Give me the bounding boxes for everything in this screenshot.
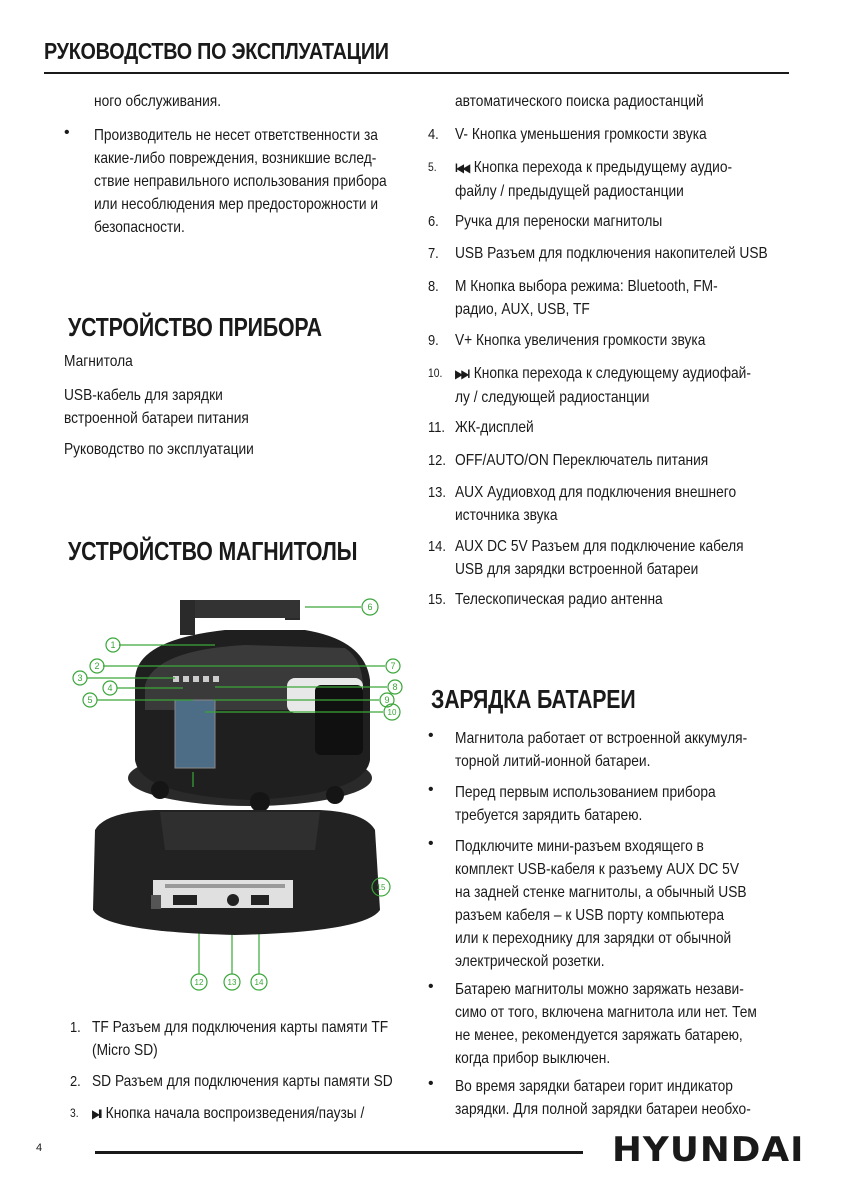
text-line: когда прибор выключен. bbox=[455, 1050, 611, 1067]
text-line: электрической розетки. bbox=[455, 953, 605, 970]
text-line: источника звука bbox=[455, 507, 558, 524]
header-rule bbox=[44, 72, 789, 74]
text-line: (Micro SD) bbox=[92, 1042, 158, 1059]
text-line: OFF/AUTO/ON Переключатель питания bbox=[455, 452, 709, 469]
next-track-icon: ▶▶I bbox=[455, 367, 469, 381]
text-line: M Кнопка выбора режима: Bluetooth, FM- bbox=[455, 278, 718, 295]
bullet-icon: • bbox=[428, 727, 434, 744]
callout-12: 12 bbox=[194, 978, 204, 987]
text-line: ствие неправильного использования прибора bbox=[94, 173, 387, 190]
back-view bbox=[93, 810, 380, 935]
bullet-icon: • bbox=[428, 781, 434, 798]
front-view bbox=[128, 600, 372, 812]
text-line: SD Разъем для подключения карты памяти SD bbox=[92, 1073, 393, 1090]
text-line: Батарею магнитолы можно заряжать незави- bbox=[455, 981, 744, 998]
package-item bbox=[64, 384, 249, 430]
text-line: или несоблюдения мер предосторожности и bbox=[94, 196, 379, 213]
charge-section-title: ЗАРЯДКА БАТАРЕИ bbox=[431, 684, 636, 714]
text-line: Подключите мини-разъем входящего в bbox=[455, 838, 704, 855]
text-line: файлу / предыдущей радиостанции bbox=[455, 183, 684, 200]
item-number: 11. bbox=[428, 419, 445, 436]
text-line: на задней стенке магнитолы, а обычный USB bbox=[455, 884, 747, 901]
text-line: Кнопка перехода к предыдущему аудио- bbox=[473, 159, 733, 176]
text-line: радио, AUX, USB, TF bbox=[455, 301, 590, 318]
package-item: Магнитола bbox=[64, 353, 133, 370]
item-number: 7. bbox=[428, 245, 439, 262]
item-number: 8. bbox=[428, 278, 439, 295]
text-line: Ручка для переноски магнитолы bbox=[455, 213, 663, 230]
brand-logo: HYUNDAI bbox=[612, 1130, 805, 1170]
text-line: USB Разъем для подключения накопителей USB bbox=[455, 245, 768, 262]
callout-8: 8 bbox=[392, 682, 398, 692]
callout-7: 7 bbox=[390, 661, 396, 671]
text-line: USB-кабель для зарядки bbox=[64, 387, 223, 404]
callout-5: 5 bbox=[87, 695, 93, 705]
text-line: или к переходнику для зарядки от обычной bbox=[455, 930, 732, 947]
page-number: 4 bbox=[36, 1142, 43, 1154]
text-line: AUX Аудиовход для подключения внешнего bbox=[455, 484, 737, 501]
text-line: какие-либо повреждения, возникшие вслед- bbox=[94, 150, 377, 167]
disclaimer-text bbox=[94, 124, 387, 239]
callout-15: 15 bbox=[376, 883, 386, 892]
text-line: зарядки. Для полной зарядки батареи необхо- bbox=[455, 1101, 751, 1118]
text-line: Кнопка начала воспроизведения/паузы / bbox=[105, 1105, 365, 1122]
text-line: лу / следующей радиостанции bbox=[455, 389, 650, 406]
callout-3: 3 bbox=[77, 673, 83, 683]
text-line: встроенной батареи питания bbox=[64, 410, 249, 427]
continued-line: автоматического поиска радиостанций bbox=[455, 93, 704, 110]
package-item: Руководство по эксплуатации bbox=[64, 441, 254, 458]
package-section-title: УСТРОЙСТВО ПРИБОРА bbox=[68, 312, 322, 342]
bullet-icon: • bbox=[428, 978, 434, 995]
callout-9: 9 bbox=[384, 695, 390, 705]
item-number: 4. bbox=[428, 126, 439, 143]
bullet-icon: • bbox=[428, 835, 434, 852]
item-number: 5. bbox=[428, 160, 437, 174]
text-line: Перед первым использованием прибора bbox=[455, 784, 716, 801]
text-line: V+ Кнопка увеличения громкости звука bbox=[455, 332, 706, 349]
item-number: 13. bbox=[428, 484, 446, 501]
item-number: 12. bbox=[428, 452, 446, 469]
page-header-title: РУКОВОДСТВО ПО ЭКСПЛУАТАЦИИ bbox=[44, 38, 389, 64]
callout-13: 13 bbox=[227, 978, 237, 987]
device-diagram bbox=[65, 590, 410, 1010]
text-line: торной литий-ионной батареи. bbox=[455, 753, 651, 770]
item-number: 15. bbox=[428, 591, 446, 608]
text-line: комплект USB-кабеля к разъему AUX DC 5V bbox=[455, 861, 740, 878]
callout-2: 2 bbox=[94, 661, 100, 671]
item-number: 6. bbox=[428, 213, 439, 230]
text-line: разъем кабеля – к USB порту компьютера bbox=[455, 907, 724, 924]
bullet-icon: • bbox=[64, 124, 70, 141]
footer-rule bbox=[95, 1151, 583, 1154]
text-line: не менее, рекомендуется заряжать батарею, bbox=[455, 1027, 743, 1044]
previous-track-icon: I◀◀ bbox=[455, 161, 469, 175]
text-line: требуется зарядить батарею. bbox=[455, 807, 643, 824]
callout-4: 4 bbox=[107, 683, 113, 693]
text-line: USB для зарядки встроенной батареи bbox=[455, 561, 699, 578]
text-line: безопасности. bbox=[94, 219, 185, 236]
item-number: 1. bbox=[70, 1019, 81, 1036]
text-line: Кнопка перехода к следующему аудиофай- bbox=[473, 365, 751, 382]
device-section-title: УСТРОЙСТВО МАГНИТОЛЫ bbox=[68, 536, 358, 566]
item-number: 14. bbox=[428, 538, 446, 555]
text-line: ЖК-дисплей bbox=[455, 419, 534, 436]
item-number: 3. bbox=[70, 1106, 79, 1120]
text-line: симо от того, включена магнитола или нет. Тем bbox=[455, 1004, 757, 1021]
play-pause-icon: ▶II bbox=[92, 1107, 101, 1121]
item-number: 2. bbox=[70, 1073, 81, 1090]
text-line: TF Разъем для подключения карты памяти TF bbox=[92, 1019, 389, 1036]
item-number: 10. bbox=[428, 366, 443, 380]
item-number: 9. bbox=[428, 332, 439, 349]
bullet-icon: • bbox=[428, 1075, 434, 1092]
text-line: Во время зарядки батареи горит индикатор bbox=[455, 1078, 733, 1095]
callout-14: 14 bbox=[254, 978, 264, 987]
text-line: Производитель не несет ответственности за bbox=[94, 127, 378, 144]
text-line: AUX DC 5V Разъем для подключение кабеля bbox=[455, 538, 744, 555]
text-line: Телескопическая радио антенна bbox=[455, 591, 663, 608]
text-line: Магнитола работает от встроенной аккумуля- bbox=[455, 730, 748, 747]
text-line: V- Кнопка уменьшения громкости звука bbox=[455, 126, 707, 143]
intro-line: ного обслуживания. bbox=[94, 93, 222, 110]
callout-10: 10 bbox=[387, 708, 397, 717]
callout-6: 6 bbox=[367, 602, 373, 612]
callout-1: 1 bbox=[110, 640, 116, 650]
